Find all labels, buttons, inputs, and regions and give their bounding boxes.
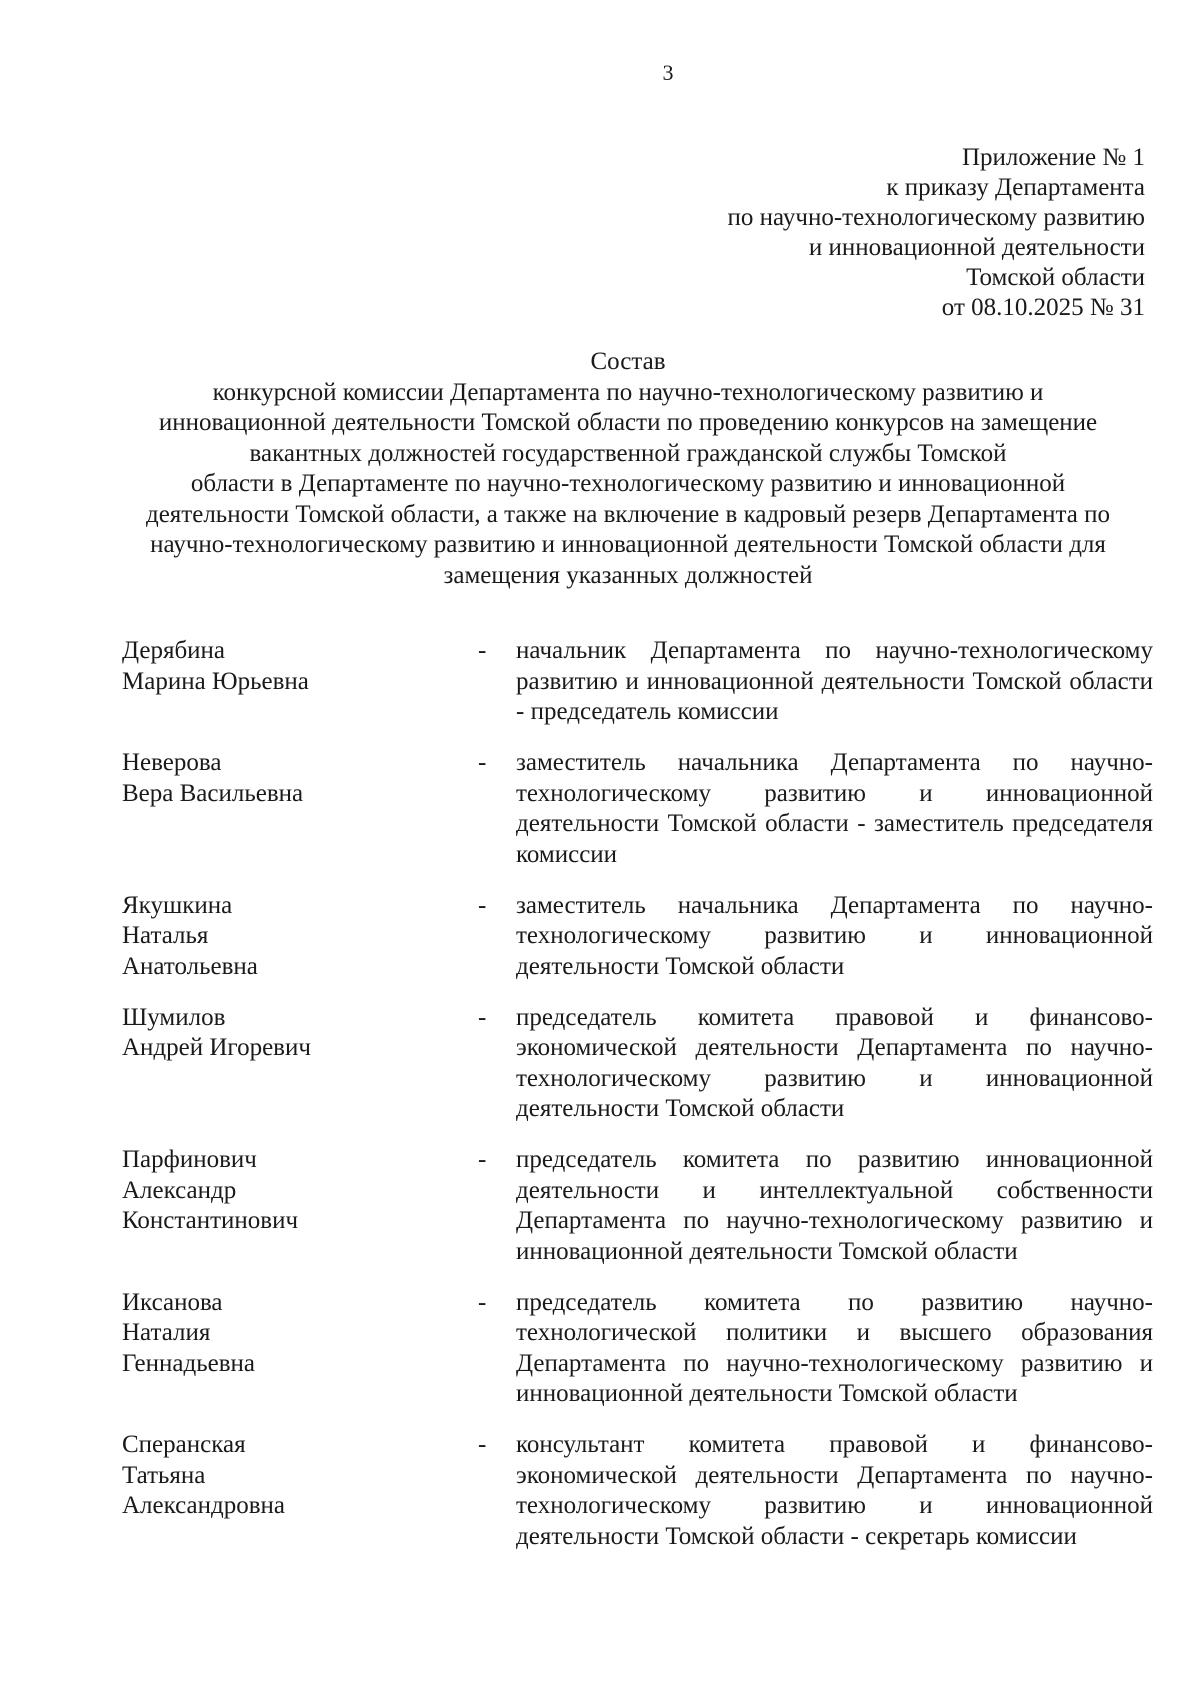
member-name-line: Парфинович <box>122 1146 257 1173</box>
document-heading <box>118 347 1138 591</box>
member-name-line: Александр <box>122 1176 237 1204</box>
member-name-line: Иксанова <box>122 1288 223 1316</box>
member-dash: - <box>478 1003 487 1031</box>
heading-line: замещения указанных должностей <box>443 561 813 589</box>
heading-line: научно-технологическому развитию и инновационной деятельности Томской области для <box>150 531 1106 558</box>
heading-line: конкурсной комиссии Департамента по научно-технологическому развитию и <box>212 378 1044 406</box>
member-name <box>122 636 360 728</box>
member-position: председатель комитета по развитию научно-технологической политики и высшего образования Департамента по научно-технологическому развитию и инновационной деятельности Томской области <box>516 1288 1153 1407</box>
member-dash: - <box>478 1288 487 1316</box>
member-name-line: Геннадьевна <box>122 1349 255 1377</box>
member-name-line: Якушкина <box>122 891 233 919</box>
annex-line: к приказу Департамента <box>886 174 1145 201</box>
heading-line: вакантных должностей государственной гражданской службы Томской <box>249 439 1007 467</box>
annex-line: Томской области <box>966 264 1145 291</box>
member-name <box>122 1003 360 1125</box>
member-name <box>122 1145 360 1267</box>
member-name-line: Андрей Игоревич <box>122 1034 311 1061</box>
member-dash: - <box>478 1431 487 1458</box>
member-dash: - <box>478 891 487 919</box>
annex-block <box>728 143 1145 323</box>
heading-line: инновационной деятельности Томской области по проведению конкурсов на замещение <box>158 409 1098 436</box>
member-row <box>122 891 1153 983</box>
member-name-line: Неверова <box>122 749 222 776</box>
member-row <box>122 1430 1153 1552</box>
annex-line: Приложение № 1 <box>961 144 1145 171</box>
member-position: консультант комитета правовой и финансово-экономической деятельности Департамента по научно-технологическому развитию и инновационной деятельности Томской области - секретарь комиссии <box>516 1431 1153 1550</box>
annex-line: и инновационной деятельности <box>808 234 1145 261</box>
member-name-line: Александровна <box>122 1492 286 1519</box>
member-name <box>122 1430 360 1552</box>
heading-line: области в Департаменте по научно-технологическому развитию и инновационной <box>190 470 1066 497</box>
annex-line: по научно-технологическому развитию <box>727 204 1145 231</box>
member-row <box>122 748 1153 870</box>
member-row <box>122 636 1153 728</box>
member-name-line: Наталия <box>122 1319 211 1346</box>
member-position: начальник Департамента по научно-технологическому развитию и инновационной деятельности Томской области - председатель комиссии <box>516 637 1153 725</box>
member-name-line: Константинович <box>122 1207 299 1234</box>
member-row <box>122 1145 1153 1267</box>
member-position: заместитель начальника Департамента по научно-технологическому развитию и инновационной деятельности Томской области - заместитель председателя комиссии <box>516 749 1153 868</box>
heading-line: деятельности Томской области, а также на включение в кадровый резерв Департамента по <box>145 500 1110 528</box>
member-dash: - <box>478 1146 487 1173</box>
member-position: заместитель начальника Департамента по научно-технологическому развитию и инновационной деятельности Томской области <box>516 891 1153 980</box>
member-name <box>122 891 360 983</box>
annex-line: от 08.10.2025 № 31 <box>941 294 1145 321</box>
member-name-line: Дерябина <box>122 637 226 664</box>
member-name-line: Сперанская <box>122 1431 246 1458</box>
member-dash: - <box>478 637 487 664</box>
member-name-line: Шумилов <box>122 1003 226 1031</box>
member-position: председатель комитета по развитию инновационной деятельности и интеллектуальной собственности Департамента по научно-технологическому развитию и инновационной деятельности Томской области <box>516 1146 1153 1265</box>
member-row <box>122 1003 1153 1125</box>
member-name-line: Наталья <box>122 922 209 949</box>
member-row <box>122 1288 1153 1410</box>
member-dash: - <box>478 749 487 776</box>
member-name-line: Анатольевна <box>122 952 258 980</box>
member-name-line: Татьяна <box>122 1461 206 1489</box>
member-name <box>122 748 360 870</box>
member-position: председатель комитета правовой и финансово-экономической деятельности Департамента по научно-технологическому развитию и инновационной деятельности Томской области <box>516 1003 1153 1122</box>
page-number: 3 <box>662 60 674 85</box>
member-name-line: Вера Васильевна <box>122 779 304 807</box>
member-name-line: Марина Юрьевна <box>122 667 309 695</box>
document-title: Состав <box>590 348 666 375</box>
member-name <box>122 1288 360 1410</box>
members-list <box>122 636 1153 1573</box>
